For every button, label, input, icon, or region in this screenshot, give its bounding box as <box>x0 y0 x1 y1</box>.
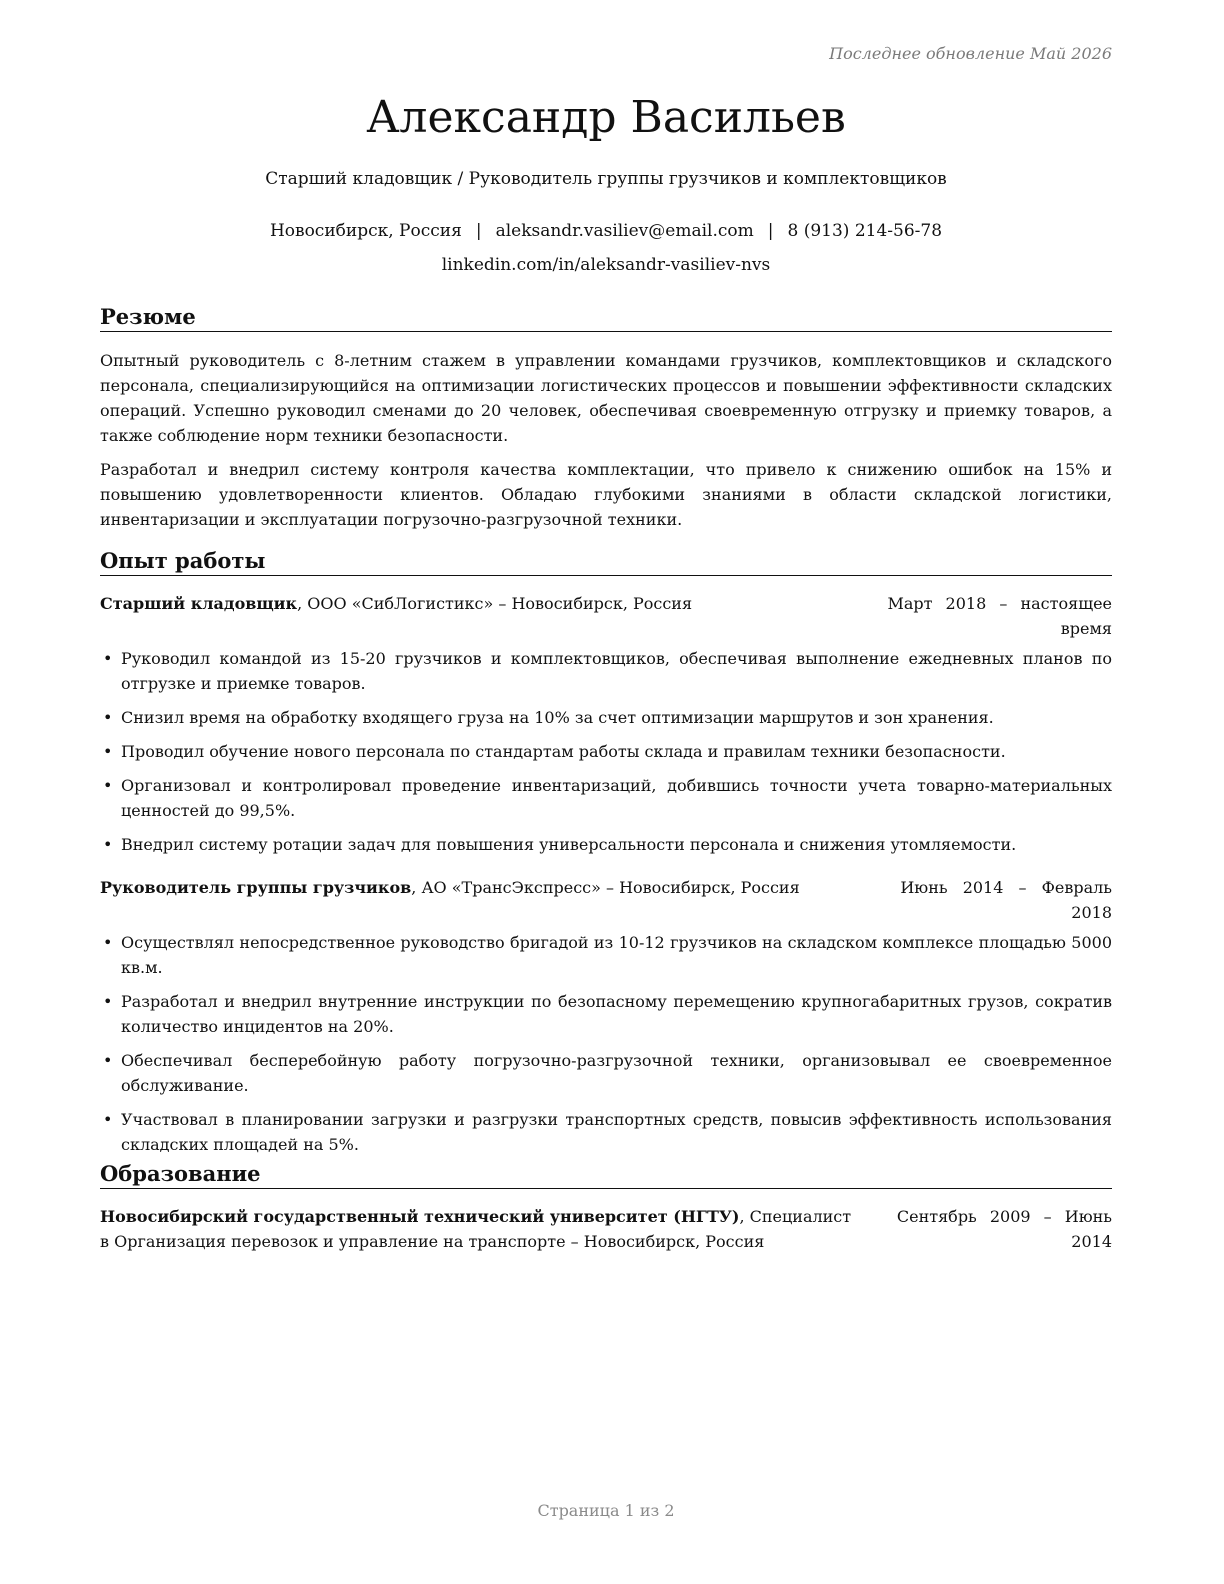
section-title-summary: Резюме <box>100 303 1112 332</box>
job-dates-line: 2018 <box>1071 903 1112 922</box>
bullet-text: Проводил обучение нового персонала по стандартам работы склада и правилам техники безопасности. <box>121 742 1006 761</box>
candidate-name: Александр Васильев <box>366 92 846 143</box>
contact-email[interactable]: aleksandr.vasiliev@email.com <box>495 221 754 241</box>
job-achievements <box>100 646 1112 866</box>
bullet-icon: • <box>103 1051 113 1070</box>
section-title-education: Образование <box>100 1160 1112 1189</box>
job-dates <box>900 875 1112 925</box>
bullet-icon: • <box>103 742 113 761</box>
contact-line <box>100 219 1112 243</box>
education-program: в Организация перевозок и управление на транспорте – Новосибирск, Россия <box>100 1232 765 1251</box>
education-dates-line: 2014 <box>1071 1232 1112 1251</box>
list-item <box>100 930 1112 980</box>
bullet-icon: • <box>103 835 113 854</box>
list-item <box>100 1048 1112 1098</box>
page-number: Страница 1 из 2 <box>537 1501 675 1520</box>
job-dates-line: Июнь 2014 – Февраль <box>900 878 1112 897</box>
job-company: , ООО «СибЛогистикс» – Новосибирск, Россия <box>297 594 693 613</box>
list-item <box>100 832 1112 857</box>
list-item <box>100 1107 1112 1157</box>
list-item <box>100 773 1112 823</box>
list-item <box>100 705 1112 730</box>
bullet-icon: • <box>103 992 113 1011</box>
education-school-line <box>100 1204 851 1229</box>
job-position: Руководитель группы грузчиков <box>100 878 412 897</box>
bullet-text: Участвовал в планировании загрузки и разгрузки транспортных средств, повысив эффективность использования складских площадей на 5%. <box>121 1110 1112 1154</box>
list-item <box>100 989 1112 1039</box>
job-dates-line: Март 2018 – настоящее <box>887 594 1112 613</box>
candidate-role: Старший кладовщик / Руководитель группы грузчиков и комплектовщиков <box>265 169 947 189</box>
bullet-icon: • <box>103 776 113 795</box>
job-title-line <box>100 591 692 616</box>
education-dates-line: Сентябрь 2009 – Июнь <box>896 1207 1112 1226</box>
section-title-experience: Опыт работы <box>100 547 1112 576</box>
education-school: Новосибирский государственный технический университет (НГТУ) <box>100 1207 740 1226</box>
summary-paragraph: Опытный руководитель с 8-летним стажем в управлении командами грузчиков, комплектовщиков и складского персонала, специализирующийся на оптимизации логистических процессов и повышении эффективности складских операций. Успешно руководил сменами до 20 человек, обеспечивая своевременную отгрузку и приемку товаров, а также соблюдение норм техники безопасности. <box>100 351 1112 445</box>
contact-linkedin[interactable]: linkedin.com/in/aleksandr-vasiliev-nvs <box>441 255 771 275</box>
job-position: Старший кладовщик <box>100 594 298 613</box>
bullet-icon: • <box>103 649 113 668</box>
education-degree: , Специалист <box>739 1207 852 1226</box>
bullet-text: Обеспечивал бесперебойную работу погрузочно-разгрузочной техники, организовывал ее своевременное обслуживание. <box>121 1051 1112 1095</box>
job-dates <box>887 591 1112 641</box>
job-achievements <box>100 930 1112 1166</box>
job-company: , АО «ТрансЭкспресс» – Новосибирск, Россия <box>411 878 800 897</box>
list-item <box>100 646 1112 696</box>
resume-page <box>100 0 1112 1584</box>
bullet-text: Осуществлял непосредственное руководство бригадой из 10-12 грузчиков на складском комплексе площадью 5000 кв.м. <box>121 933 1112 977</box>
contact-separator: | <box>767 221 774 241</box>
summary-paragraph: Разработал и внедрил систему контроля качества комплектации, что привело к снижению ошибок на 15% и повышению удовлетворенности клиентов. Обладаю глубокими знаниями в области складской логистики, инвентаризации и эксплуатации погрузочно-разгрузочной техники. <box>100 460 1112 529</box>
bullet-icon: • <box>103 708 113 727</box>
job-dates-line: время <box>1060 619 1112 638</box>
job-title-line <box>100 875 800 900</box>
last-updated: Последнее обновление Май 2026 <box>829 44 1112 63</box>
bullet-text: Внедрил систему ротации задач для повышения универсальности персонала и снижения утомляемости. <box>121 835 1017 854</box>
bullet-text: Снизил время на обработку входящего груза на 10% за счет оптимизации маршрутов и зон хранения. <box>121 708 994 727</box>
bullet-icon: • <box>103 933 113 952</box>
bullet-text: Руководил командой из 15-20 грузчиков и комплектовщиков, обеспечивая выполнение ежедневных планов по отгрузке и приемке товаров. <box>121 649 1112 693</box>
contact-phone[interactable]: 8 (913) 214-56-78 <box>787 221 943 241</box>
education-dates <box>897 1204 1112 1254</box>
contact-location: Новосибирск, Россия <box>269 221 462 241</box>
bullet-text: Организовал и контролировал проведение инвентаризаций, добившись точности учета товарно-материальных ценностей до 99,5%. <box>121 776 1112 820</box>
contact-separator: | <box>475 221 482 241</box>
bullet-icon: • <box>103 1110 113 1129</box>
bullet-text: Разработал и внедрил внутренние инструкции по безопасному перемещению крупногабаритных грузов, сократив количество инцидентов на 20%. <box>121 992 1112 1036</box>
list-item <box>100 739 1112 764</box>
